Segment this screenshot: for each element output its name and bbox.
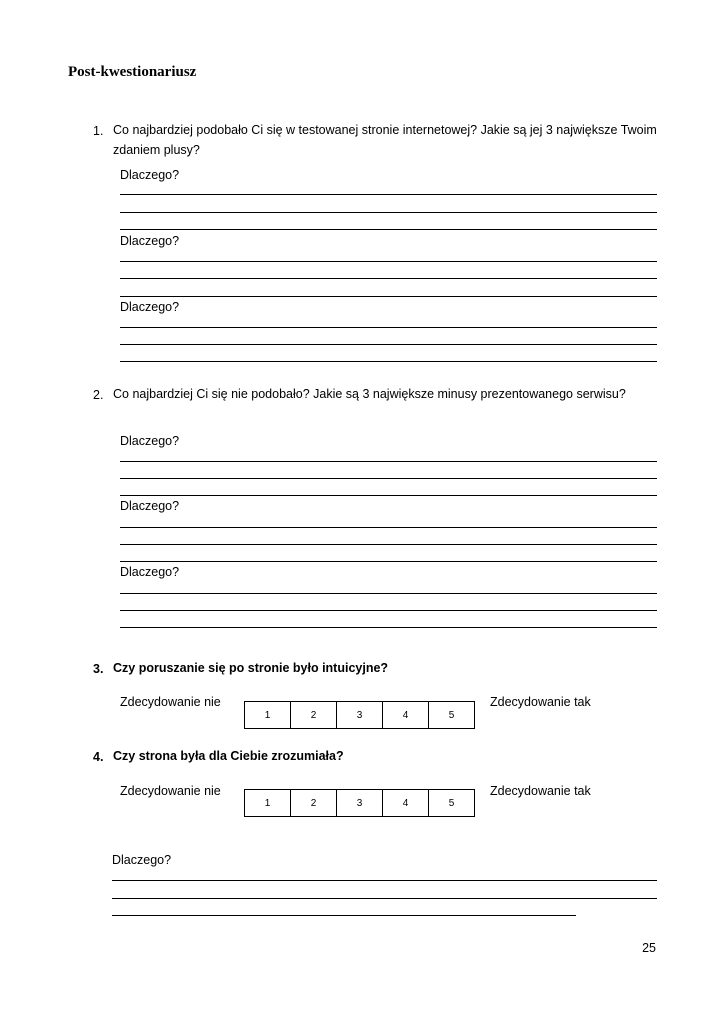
- answer-line[interactable]: [120, 212, 657, 213]
- rating-option-1[interactable]: 1: [245, 790, 291, 817]
- answer-line[interactable]: [120, 593, 657, 594]
- answer-line[interactable]: [120, 495, 657, 496]
- answer-line[interactable]: [120, 478, 657, 479]
- page-number: 25: [642, 941, 656, 955]
- question-1-number: 1.: [93, 124, 104, 138]
- answer-line[interactable]: [120, 627, 657, 628]
- rating-option-4[interactable]: 4: [383, 702, 429, 729]
- answer-line[interactable]: [120, 544, 657, 545]
- why-label: Dlaczego?: [120, 168, 180, 182]
- answer-line[interactable]: [112, 898, 657, 899]
- rating-option-2[interactable]: 2: [291, 702, 337, 729]
- scale-left-label: Zdecydowanie nie: [120, 784, 221, 798]
- answer-line[interactable]: [120, 261, 657, 262]
- answer-line[interactable]: [120, 229, 657, 230]
- answer-line[interactable]: [120, 361, 657, 362]
- rating-option-1[interactable]: 1: [245, 702, 291, 729]
- question-2-text: Co najbardziej Ci się nie podobało? Jakie są 3 największe minusy prezentowanego serwisu?: [113, 387, 626, 401]
- rating-option-3[interactable]: 3: [337, 702, 383, 729]
- question-1-line-1: Co najbardziej podobało Ci się w testowanej stronie internetowej? Jakie są jej 3 największe Twoim: [113, 123, 657, 137]
- answer-line[interactable]: [120, 278, 657, 279]
- question-3-text: Czy poruszanie się po stronie było intuicyjne?: [113, 661, 389, 675]
- answer-line[interactable]: [112, 915, 576, 916]
- answer-line[interactable]: [120, 194, 657, 195]
- question-3-number: 3.: [93, 662, 104, 676]
- answer-line[interactable]: [112, 880, 657, 881]
- rating-scale: [244, 701, 475, 729]
- question-4-text: Czy strona była dla Ciebie zrozumiała?: [113, 749, 344, 763]
- rating-option-5[interactable]: 5: [429, 702, 475, 729]
- question-2-number: 2.: [93, 388, 104, 402]
- rating-option-3[interactable]: 3: [337, 790, 383, 817]
- why-label: Dlaczego?: [120, 499, 180, 513]
- rating-scale: [244, 789, 475, 817]
- rating-option-4[interactable]: 4: [383, 790, 429, 817]
- answer-line[interactable]: [120, 561, 657, 562]
- answer-line[interactable]: [120, 527, 657, 528]
- answer-line[interactable]: [120, 610, 657, 611]
- why-label: Dlaczego?: [120, 234, 180, 248]
- rating-option-5[interactable]: 5: [429, 790, 475, 817]
- why-label: Dlaczego?: [120, 565, 180, 579]
- answer-line[interactable]: [120, 327, 657, 328]
- scale-right-label: Zdecydowanie tak: [490, 695, 591, 709]
- scale-right-label: Zdecydowanie tak: [490, 784, 591, 798]
- answer-line[interactable]: [120, 344, 657, 345]
- why-label: Dlaczego?: [120, 434, 180, 448]
- question-4-number: 4.: [93, 750, 104, 764]
- answer-line[interactable]: [120, 461, 657, 462]
- rating-option-2[interactable]: 2: [291, 790, 337, 817]
- why-label: Dlaczego?: [120, 300, 180, 314]
- scale-left-label: Zdecydowanie nie: [120, 695, 221, 709]
- question-1-line-2: zdaniem plusy?: [113, 143, 200, 157]
- why-label: Dlaczego?: [112, 853, 172, 867]
- question-1-text: [113, 120, 657, 160]
- answer-line[interactable]: [120, 296, 657, 297]
- page-title: Post-kwestionariusz: [68, 64, 197, 80]
